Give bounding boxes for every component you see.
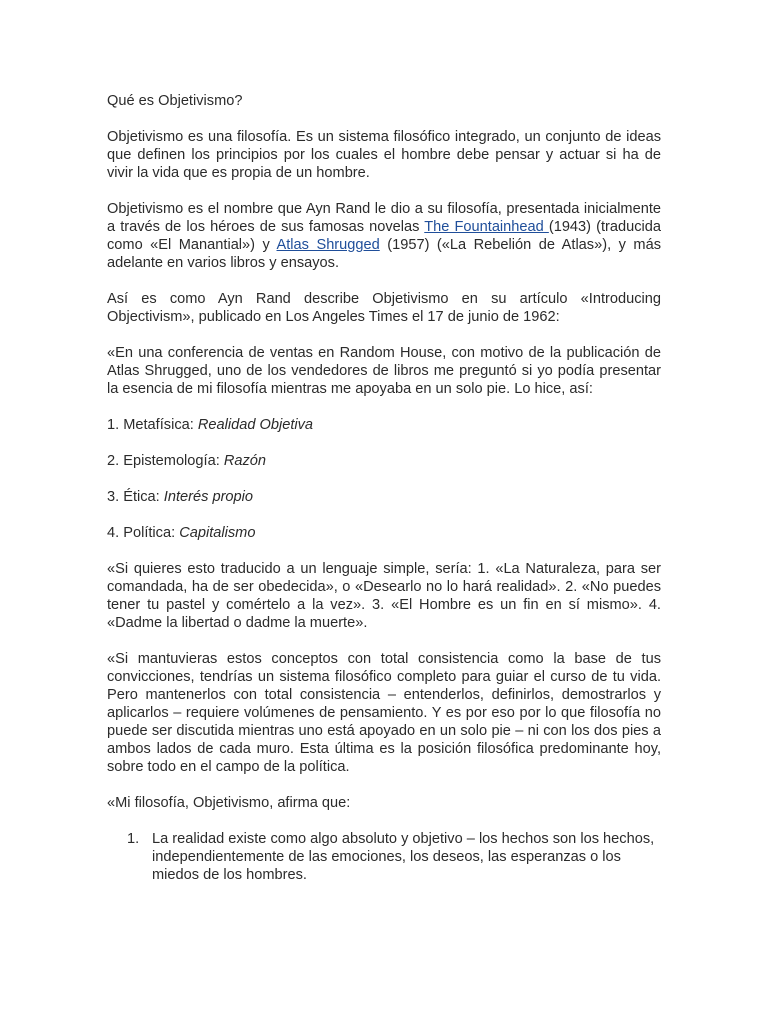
- link-the-fountainhead[interactable]: The Fountainhead: [424, 219, 549, 235]
- list-item: [127, 830, 661, 884]
- paragraph-origin-text-c: (1957) («La Rebelión de Atlas»), y más adelante en varios libros y ensayos.: [107, 237, 661, 271]
- item-ethics: [107, 488, 661, 506]
- item-ethics-value: Interés propio: [163, 489, 254, 505]
- item-politics: [107, 524, 661, 542]
- paragraph-origin: [107, 200, 661, 272]
- item-epistemology-value: Razón: [223, 453, 267, 469]
- item-politics-value: Capitalismo: [179, 525, 256, 541]
- item-metaphysics-label: 1. Metafísica:: [107, 417, 198, 433]
- item-epistemology-label: 2. Epistemología:: [107, 453, 224, 469]
- item-politics-label: 4. Política:: [107, 525, 180, 541]
- paragraph-simple-language: «Si quieres esto traducido a un lenguaje simple, sería: 1. «La Naturaleza, para ser comandada, ha de ser obedecida», o «Desearlo no lo hará realidad». 2. «No puedes tener tu pastel y comértelo a la vez». 3. «El Hombre es un fin en sí mismo». 4. «Dadme la libertad o dadme la muerte».: [107, 561, 661, 631]
- paragraph-definition: Objetivismo es una filosofía. Es un sistema filosófico integrado, un conjunto de ideas que definen los principios por los cuales el hombre debe pensar y actuar si ha de vivir la vida que es propia de un hombre.: [107, 129, 661, 181]
- paragraph-origin-text-b: (1943) (traducida como «El Manantial») y: [107, 219, 662, 253]
- list-item-number: 1.: [127, 831, 140, 847]
- principles-list: [107, 830, 661, 884]
- paragraph-philosophy-states: «Mi filosofía, Objetivismo, afirma que:: [107, 795, 351, 811]
- paragraph-consistency: «Si mantuvieras estos conceptos con total consistencia como la base de tus convicciones, tendrías un sistema filosófico completo para guiar el curso de tu vida. Pero mantenerlos con total consistencia – entenderlos, definirlos, demostrarlos y aplicarlos – requiere volúmenes de pensamiento. Y es por eso por lo que filosofía no puede ser discutida mientras uno está apoyado en un solo pie – ni con los dos pies a ambos lados de cada muro. Esta última es la posición filosófica predominante hoy, sobre todo en el campo de la política.: [107, 651, 661, 775]
- document-body: [107, 92, 661, 884]
- item-ethics-label: 3. Ética:: [107, 489, 164, 505]
- item-metaphysics-value: Realidad Objetiva: [197, 417, 314, 433]
- paragraph-quote-start: «En una conferencia de ventas en Random House, con motivo de la publicación de Atlas Shrugged, uno de los vendedores de libros me preguntó si yo podía presentar la esencia de mi filosofía mientras me apoyaba en un solo pie. Lo hice, así:: [107, 345, 661, 397]
- item-metaphysics: [107, 416, 661, 434]
- link-atlas-shrugged[interactable]: Atlas Shrugged: [276, 237, 380, 253]
- list-item-text: La realidad existe como algo absoluto y objetivo – los hechos son los hechos, independientemente de las emociones, los deseos, las esperanzas o los miedos de los hombres.: [152, 831, 655, 883]
- item-epistemology: [107, 452, 661, 470]
- paragraph-article-intro: Así es como Ayn Rand describe Objetivismo en su artículo «Introducing Objectivism», publicado en Los Angeles Times el 17 de junio de 1962:: [107, 291, 661, 325]
- document-title: Qué es Objetivismo?: [107, 93, 243, 109]
- paragraph-origin-text-a: Objetivismo es el nombre que Ayn Rand le dio a su filosofía, presentada inicialmente a través de los héroes de sus famosas novelas: [107, 201, 661, 235]
